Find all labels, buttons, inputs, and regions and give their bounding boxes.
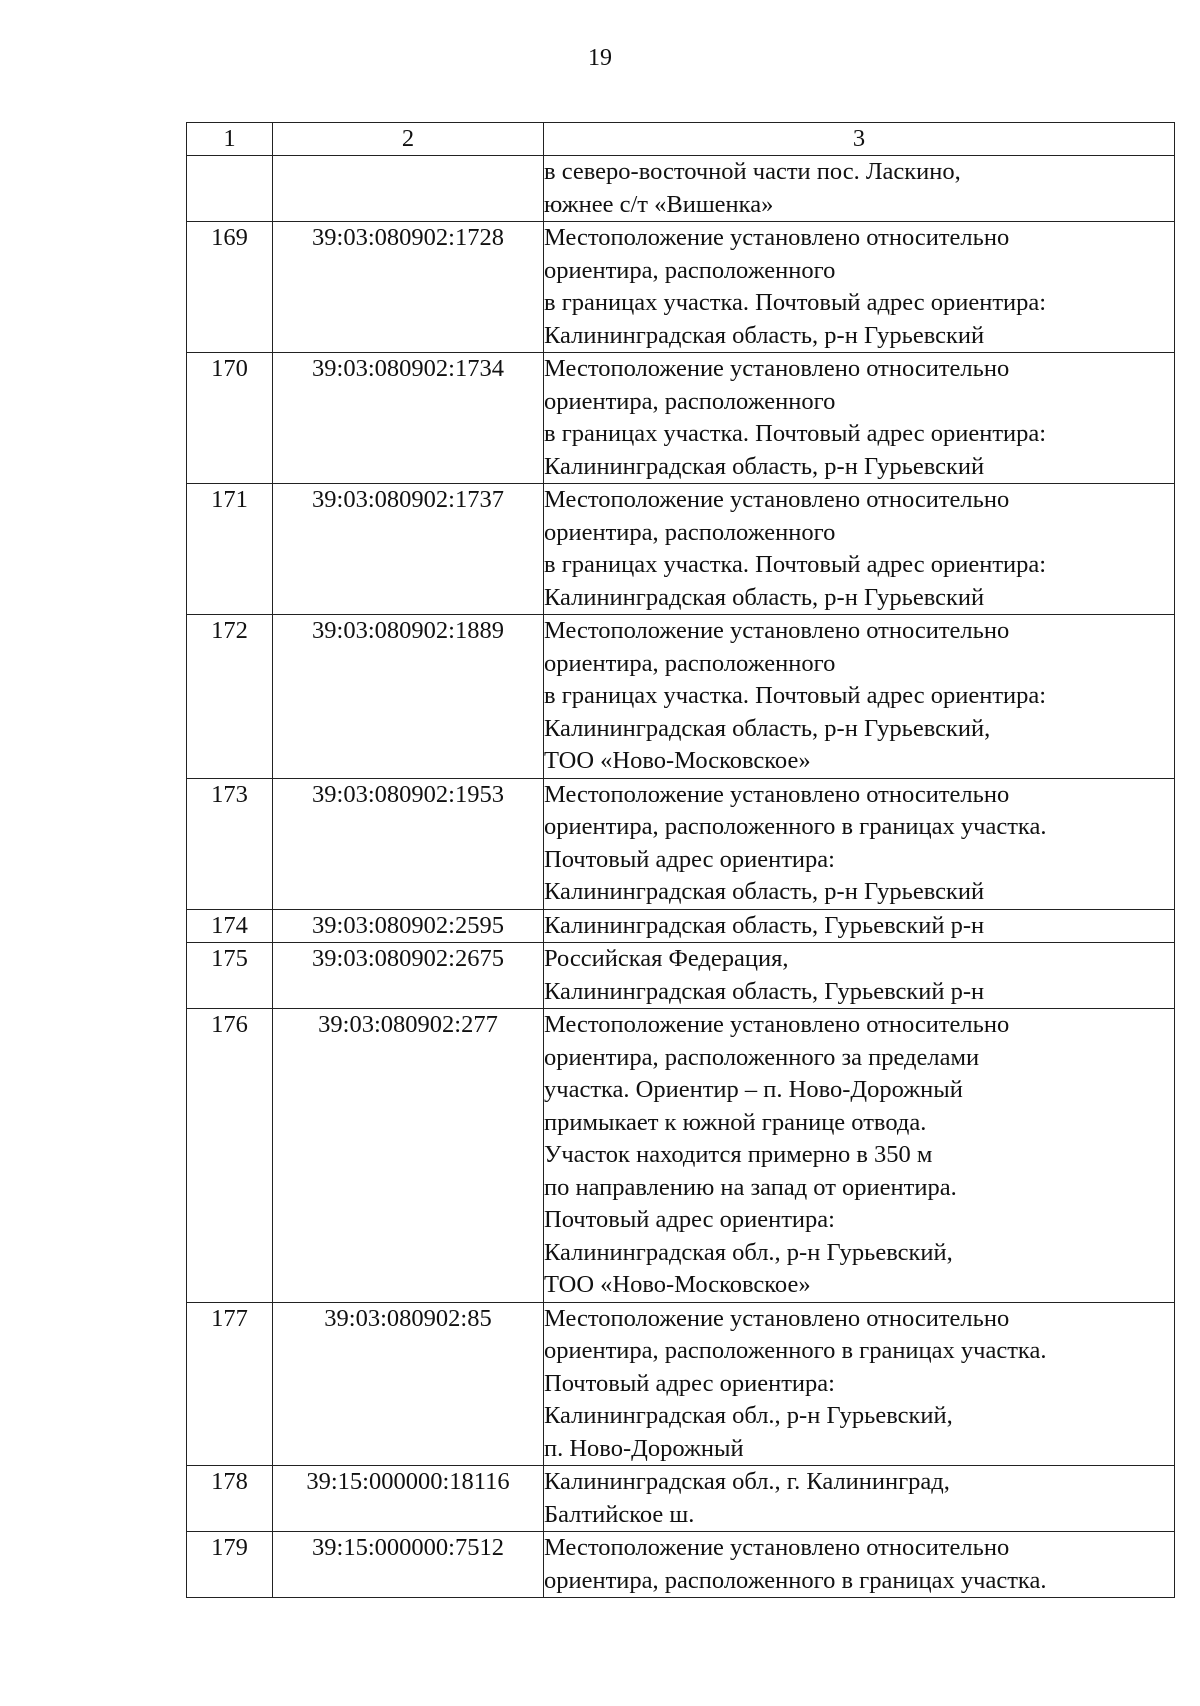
table-row (187, 156, 1175, 222)
cadastral-number-cell: 39:15:000000:18116 (273, 1466, 544, 1532)
location-line: Калининградская область, р-н Гурьевский (544, 452, 985, 480)
page-number: 19 (588, 45, 612, 71)
cadastral-number-cell: 39:15:000000:7512 (273, 1532, 544, 1598)
location-cell (544, 484, 1175, 615)
row-number-cell: 172 (187, 615, 273, 779)
table-row (187, 778, 1175, 909)
row-number-cell: 174 (187, 909, 273, 943)
row-number-cell: 179 (187, 1532, 273, 1598)
location-line: Калининградская обл., р-н Гурьевский, (544, 1238, 953, 1266)
location-line: в границах участка. Почтовый адрес ориентира: (544, 289, 1047, 316)
table-body (187, 156, 1175, 1598)
table-row (187, 222, 1175, 353)
table-row (187, 909, 1175, 943)
cadastral-number-cell: 39:03:080902:1734 (273, 353, 544, 484)
location-cell (544, 1532, 1175, 1598)
location-line: Калининградская область, р-н Гурьевский (544, 583, 985, 611)
cadastral-number-cell: 39:03:080902:85 (273, 1302, 544, 1466)
row-number-cell: 176 (187, 1009, 273, 1303)
row-number-cell: 175 (187, 943, 273, 1009)
location-line: Местоположение установлено относительно (544, 224, 1010, 251)
header-row (187, 123, 1175, 156)
location-line: в границах участка. Почтовый адрес ориентира: (544, 420, 1047, 447)
location-line: ТОО «Ново-Московское» (544, 747, 811, 774)
location-line: ориентира, расположенного (544, 649, 836, 677)
table-row (187, 484, 1175, 615)
row-number-cell (187, 156, 273, 222)
location-cell (544, 353, 1175, 484)
row-number-cell: 171 (187, 484, 273, 615)
header-col-1: 1 (187, 123, 273, 156)
cadastral-number-cell: 39:03:080902:1737 (273, 484, 544, 615)
cadastral-number-cell: 39:03:080902:1889 (273, 615, 544, 779)
location-cell (544, 1466, 1175, 1532)
location-line: Калининградская область, р-н Гурьевский (544, 321, 985, 349)
location-line: ориентира, расположенного (544, 256, 836, 284)
location-line: Калининградская область, Гурьевский р-н (544, 977, 985, 1005)
location-line: Местоположение установлено относительно (544, 617, 1010, 644)
location-line: Балтийское ш. (544, 1500, 695, 1528)
cadastral-number-cell: 39:03:080902:1728 (273, 222, 544, 353)
location-line: Местоположение установлено относительно (544, 355, 1010, 382)
location-line: Местоположение установлено относительно (544, 780, 1010, 808)
row-number-cell: 173 (187, 778, 273, 909)
header-col-3: 3 (544, 123, 1175, 156)
land-plots-table (186, 122, 1175, 1598)
location-line: Почтовый адрес ориентира: (544, 1369, 835, 1397)
location-cell (544, 156, 1175, 222)
location-line: участка. Ориентир – п. Ново-Дорожный (544, 1076, 963, 1103)
location-line: в границах участка. Почтовый адрес ориентира: (544, 551, 1047, 578)
location-line: Калининградская область, Гурьевский р-н (544, 911, 985, 939)
table-row (187, 1466, 1175, 1532)
location-line: в северо-восточной части пос. Ласкино, (544, 158, 961, 185)
row-number-cell: 169 (187, 222, 273, 353)
location-line: ориентира, расположенного (544, 518, 836, 546)
location-line: Участок находится примерно в 350 м (544, 1141, 933, 1168)
location-line: Местоположение установлено относительно (544, 1304, 1010, 1332)
location-line: ориентира, расположенного в границах участка. (544, 1337, 1047, 1364)
location-line: ориентира, расположенного за пределами (544, 1043, 980, 1071)
header-col-2: 2 (273, 123, 544, 156)
location-line: Почтовый адрес ориентира: (544, 1206, 835, 1233)
table-row (187, 1009, 1175, 1303)
table-row (187, 1532, 1175, 1598)
location-line: Калининградская обл., г. Калининград, (544, 1468, 950, 1495)
location-line: ориентира, расположенного в границах участка. (544, 1566, 1047, 1594)
location-line: Калининградская обл., р-н Гурьевский, (544, 1402, 953, 1429)
location-line: ориентира, расположенного в границах участка. (544, 813, 1047, 840)
location-line: Местоположение установлено относительно (544, 486, 1010, 513)
location-line: Местоположение установлено относительно (544, 1011, 1010, 1038)
location-cell (544, 778, 1175, 909)
cadastral-number-cell: 39:03:080902:2675 (273, 943, 544, 1009)
location-line: Калининградская область, р-н Гурьевский, (544, 714, 991, 742)
table-row (187, 943, 1175, 1009)
location-line: ориентира, расположенного (544, 387, 836, 415)
cadastral-number-cell: 39:03:080902:277 (273, 1009, 544, 1303)
location-cell (544, 1302, 1175, 1466)
location-line: в границах участка. Почтовый адрес ориентира: (544, 682, 1047, 709)
table-row (187, 615, 1175, 779)
cadastral-number-cell: 39:03:080902:2595 (273, 909, 544, 943)
location-cell (544, 943, 1175, 1009)
location-cell (544, 615, 1175, 779)
table-row (187, 353, 1175, 484)
location-cell (544, 909, 1175, 943)
location-line: Местоположение установлено относительно (544, 1534, 1010, 1561)
location-line: Российская Федерация, (544, 945, 789, 972)
cadastral-number-cell (273, 156, 544, 222)
row-number-cell: 170 (187, 353, 273, 484)
location-line: примыкает к южной границе отвода. (544, 1108, 927, 1136)
table-row (187, 1302, 1175, 1466)
table-header (187, 123, 1175, 156)
cadastral-number-cell: 39:03:080902:1953 (273, 778, 544, 909)
location-line: Калининградская область, р-н Гурьевский (544, 878, 985, 905)
location-line: южнее с/т «Вишенка» (544, 190, 774, 218)
location-line: по направлению на запад от ориентира. (544, 1173, 957, 1201)
row-number-cell: 177 (187, 1302, 273, 1466)
location-line: п. Ново-Дорожный (544, 1434, 744, 1462)
location-line: Почтовый адрес ориентира: (544, 845, 835, 873)
location-cell (544, 1009, 1175, 1303)
location-cell (544, 222, 1175, 353)
location-line: ТОО «Ново-Московское» (544, 1271, 811, 1298)
row-number-cell: 178 (187, 1466, 273, 1532)
